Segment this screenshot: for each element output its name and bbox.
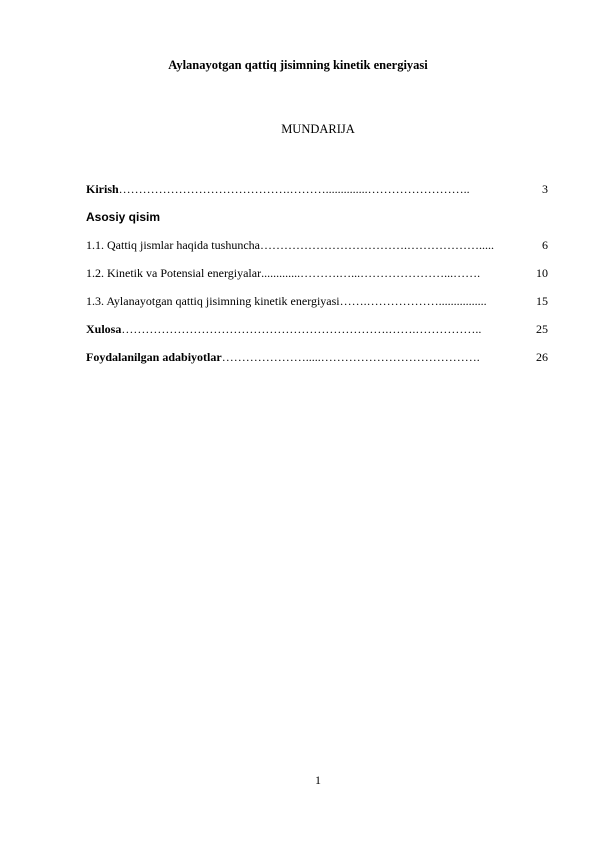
page-number: 1 bbox=[315, 773, 321, 787]
toc-page-number: 15 bbox=[536, 294, 548, 308]
toc-page-number: 10 bbox=[536, 266, 548, 280]
toc-entry-label: Xulosa bbox=[86, 322, 122, 336]
toc-leader-dots: …….………………................ bbox=[339, 294, 487, 308]
toc-page-number: 25 bbox=[536, 322, 548, 336]
toc-entry-kirish[interactable] bbox=[86, 182, 548, 210]
toc-entry-1-3[interactable] bbox=[86, 294, 548, 322]
toc-heading: MUNDARIJA bbox=[281, 122, 355, 136]
toc-page-number: 6 bbox=[542, 238, 548, 252]
toc-page-number: 3 bbox=[542, 182, 548, 196]
toc-entry-adabiyotlar[interactable] bbox=[86, 350, 548, 378]
toc-leader-dots: ………………………………………………………….…….…………….. bbox=[121, 322, 482, 336]
toc-leader-dots: ………………….....…………………………………. bbox=[221, 350, 480, 364]
toc-entry-label: Asosiy qisim bbox=[86, 210, 161, 224]
toc-entry-xulosa[interactable] bbox=[86, 322, 548, 350]
document-title: Aylanayotgan qattiq jisimning kinetik energiyasi bbox=[168, 58, 428, 72]
toc-entry-label: Kirish bbox=[86, 182, 119, 196]
toc-page-number: 26 bbox=[536, 350, 548, 364]
toc-entry-label: 1.3. Aylanayotgan qattiq jisimning kinetik energiyasi bbox=[86, 294, 340, 308]
toc-entry-label: 1.2. Kinetik va Potensial energiyalar bbox=[86, 266, 262, 280]
toc-entry-1-1[interactable] bbox=[86, 238, 548, 266]
toc-entry-label: Foydalanilgan adabiyotlar bbox=[86, 350, 222, 364]
toc-entry-1-2[interactable] bbox=[86, 266, 548, 294]
toc-leader-dots: …………………………………….………..............…………………….. bbox=[118, 182, 470, 196]
toc-section-heading bbox=[86, 210, 548, 238]
toc-leader-dots: ……………………………….………………..... bbox=[259, 238, 494, 252]
toc-leader-dots: .............……….…...…………………...……. bbox=[261, 266, 481, 280]
table-of-contents bbox=[86, 182, 548, 378]
toc-entry-label: 1.1. Qattiq jismlar haqida tushuncha bbox=[86, 238, 260, 252]
